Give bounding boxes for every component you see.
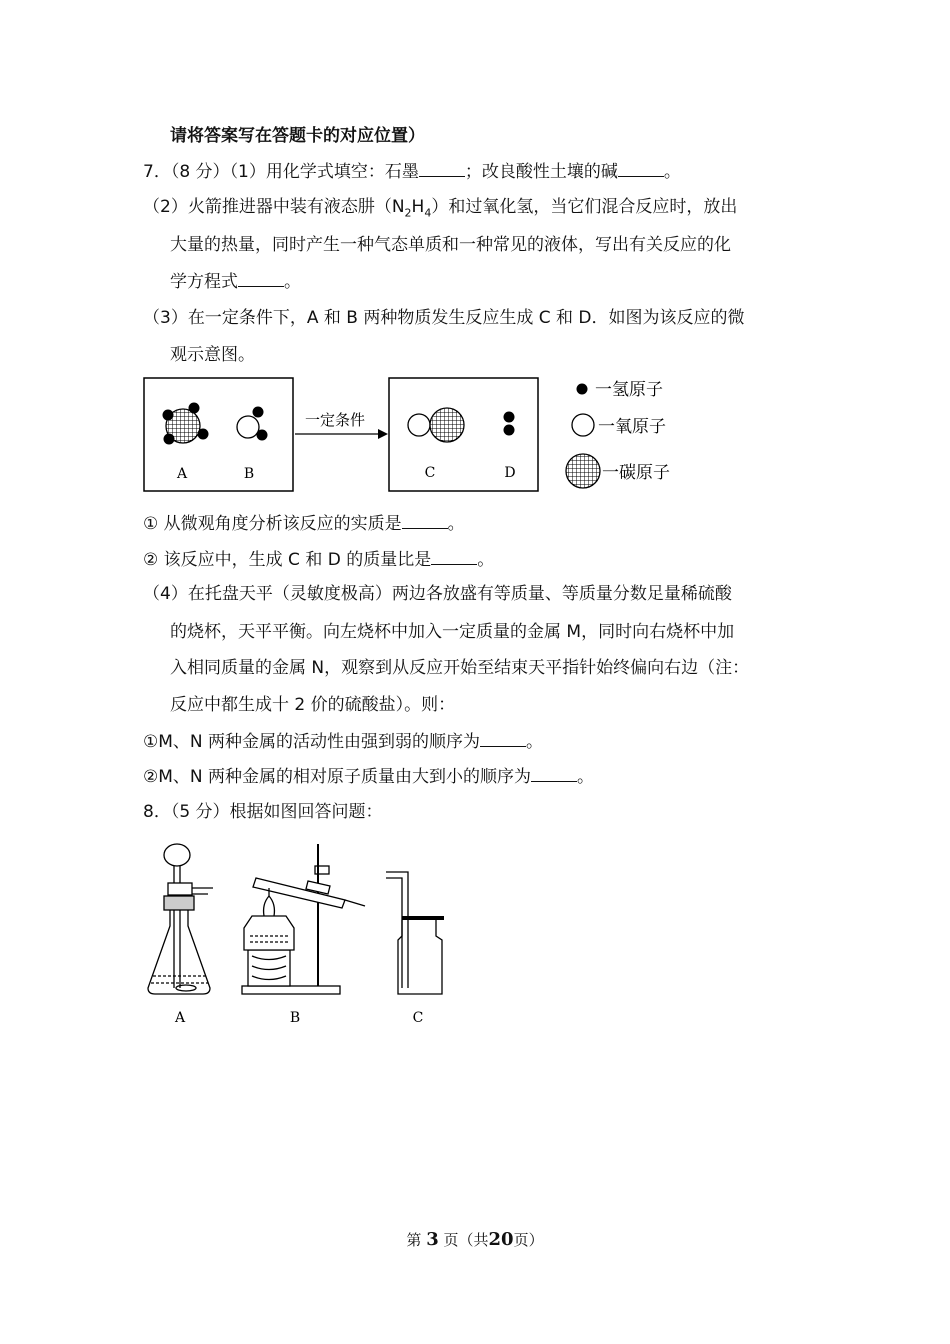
q7-m2-end: 。 xyxy=(577,767,595,787)
subscript: 4 xyxy=(424,206,432,220)
answer-blank[interactable] xyxy=(531,765,577,782)
molecule-a xyxy=(163,403,209,445)
answer-blank[interactable] xyxy=(238,270,284,287)
legend-oxygen: 一氧原子 xyxy=(598,417,666,437)
footer-total-pages: 20 xyxy=(488,1229,514,1250)
molecule-b xyxy=(237,407,268,441)
q7-p1-text-c: 。 xyxy=(663,162,681,182)
molecule-d xyxy=(504,412,515,436)
q7-p1-text-b: ；改良酸性土壤的碱 xyxy=(464,162,618,182)
page-footer xyxy=(0,1229,950,1250)
q7-p2-line-3 xyxy=(170,270,301,293)
answer-blank[interactable] xyxy=(480,730,526,747)
q8-number: 8． xyxy=(143,802,171,822)
label-c: C xyxy=(424,465,436,481)
q7-p3-line-2: 观示意图。 xyxy=(170,345,255,365)
apparatus-b-heating xyxy=(242,844,365,994)
q7-line-1 xyxy=(143,160,681,183)
q7-p2-text-a: （2）火箭推进器中装有液态肼（N xyxy=(143,197,405,217)
q7-m1-text: ①M、N 两种金属的活动性由强到弱的顺序为 xyxy=(143,732,481,752)
answer-blank[interactable] xyxy=(618,160,664,177)
q7-p3-line-1: （3）在一定条件下，A 和 B 两种物质发生反应生成 C 和 D．如图为该反应的微 xyxy=(143,308,745,328)
q7-m1-line xyxy=(143,730,543,753)
q7-s2-text: ② 该反应中，生成 C 和 D 的质量比是 xyxy=(143,550,432,570)
label-b: B xyxy=(243,466,255,482)
q7-s2-end: 。 xyxy=(477,550,495,570)
label-b: B xyxy=(289,1010,301,1026)
label-a: A xyxy=(176,466,188,482)
instruction-text: 请将答案写在答题卡的对应位置） xyxy=(170,126,425,146)
q7-p4-line-3: 入相同质量的金属 N，观察到从反应开始至结束天平指针始终偏向右边（注： xyxy=(170,658,750,678)
q7-m2-text: ②M、N 两种金属的相对原子质量由大到小的顺序为 xyxy=(143,767,532,787)
q7-number: 7． xyxy=(143,162,171,182)
oxygen-atom-icon xyxy=(572,414,594,436)
q7-p2-l3-end: 。 xyxy=(284,272,301,292)
molecule-c xyxy=(408,408,464,442)
q8-line xyxy=(143,801,383,823)
answer-blank[interactable] xyxy=(402,512,448,529)
carbon-atom-icon xyxy=(566,454,600,488)
q7-p4-line-2: 的烧杯，天平平衡。向左烧杯中加入一定质量的金属 M，同时向右烧杯中加 xyxy=(170,622,735,642)
q7-p2-line-2: 大量的热量，同时产生一种气态单质和一种常见的液体，写出有关反应的化 xyxy=(170,235,731,255)
subscript: 2 xyxy=(404,206,412,220)
arrow-condition-text: 一定条件 xyxy=(304,411,366,429)
legend xyxy=(566,380,670,488)
apparatus-diagram xyxy=(140,838,460,1028)
q7-m1-end: 。 xyxy=(526,732,544,752)
legend-hydrogen: 一氢原子 xyxy=(595,380,663,400)
label-a: A xyxy=(174,1010,186,1026)
footer-mid: 页（共 xyxy=(443,1231,489,1249)
q7-s1-line xyxy=(143,512,465,535)
q7-p4-line-1: （4）在托盘天平（灵敏度极高）两边各放盛有等质量、等质量分数足量稀硫酸 xyxy=(143,584,732,604)
q7-p2-text-b: H xyxy=(411,197,425,217)
apparatus-a-flask xyxy=(148,844,213,994)
q7-s2-line xyxy=(143,548,494,571)
label-c: C xyxy=(412,1010,424,1026)
hydrogen-atom-icon xyxy=(577,384,588,395)
q7-p4-line-4: 反应中都生成十 2 价的硫酸盐）。则： xyxy=(170,695,456,715)
q7-p2-text-c: ）和过氧化氢，当它们混合反应时，放出 xyxy=(431,197,738,217)
q8-text: （5 分）根据如图回答问题： xyxy=(170,802,383,822)
answer-blank[interactable] xyxy=(431,548,477,565)
footer-post: 页） xyxy=(513,1231,544,1249)
q7-s1-end: 。 xyxy=(447,514,465,534)
legend-carbon: 一碳原子 xyxy=(602,463,670,483)
answer-blank[interactable] xyxy=(419,160,465,177)
apparatus-c-bottle xyxy=(386,872,444,994)
arrow-head xyxy=(378,429,388,439)
q7-p2-l3-text: 学方程式 xyxy=(170,272,238,292)
footer-pre: 第 xyxy=(406,1231,422,1249)
label-d: D xyxy=(504,465,516,481)
footer-page-number: 3 xyxy=(426,1229,439,1250)
q7-p2-line-1 xyxy=(143,196,737,224)
q7-p1-text-a: （1）用化学式填空：石墨 xyxy=(229,162,419,182)
q7-s1-text: ① 从微观角度分析该反应的实质是 xyxy=(143,514,402,534)
product-box xyxy=(389,378,538,491)
reaction-diagram xyxy=(140,372,700,497)
q7-score: （8 分） xyxy=(170,162,230,182)
q7-m2-line xyxy=(143,765,594,788)
